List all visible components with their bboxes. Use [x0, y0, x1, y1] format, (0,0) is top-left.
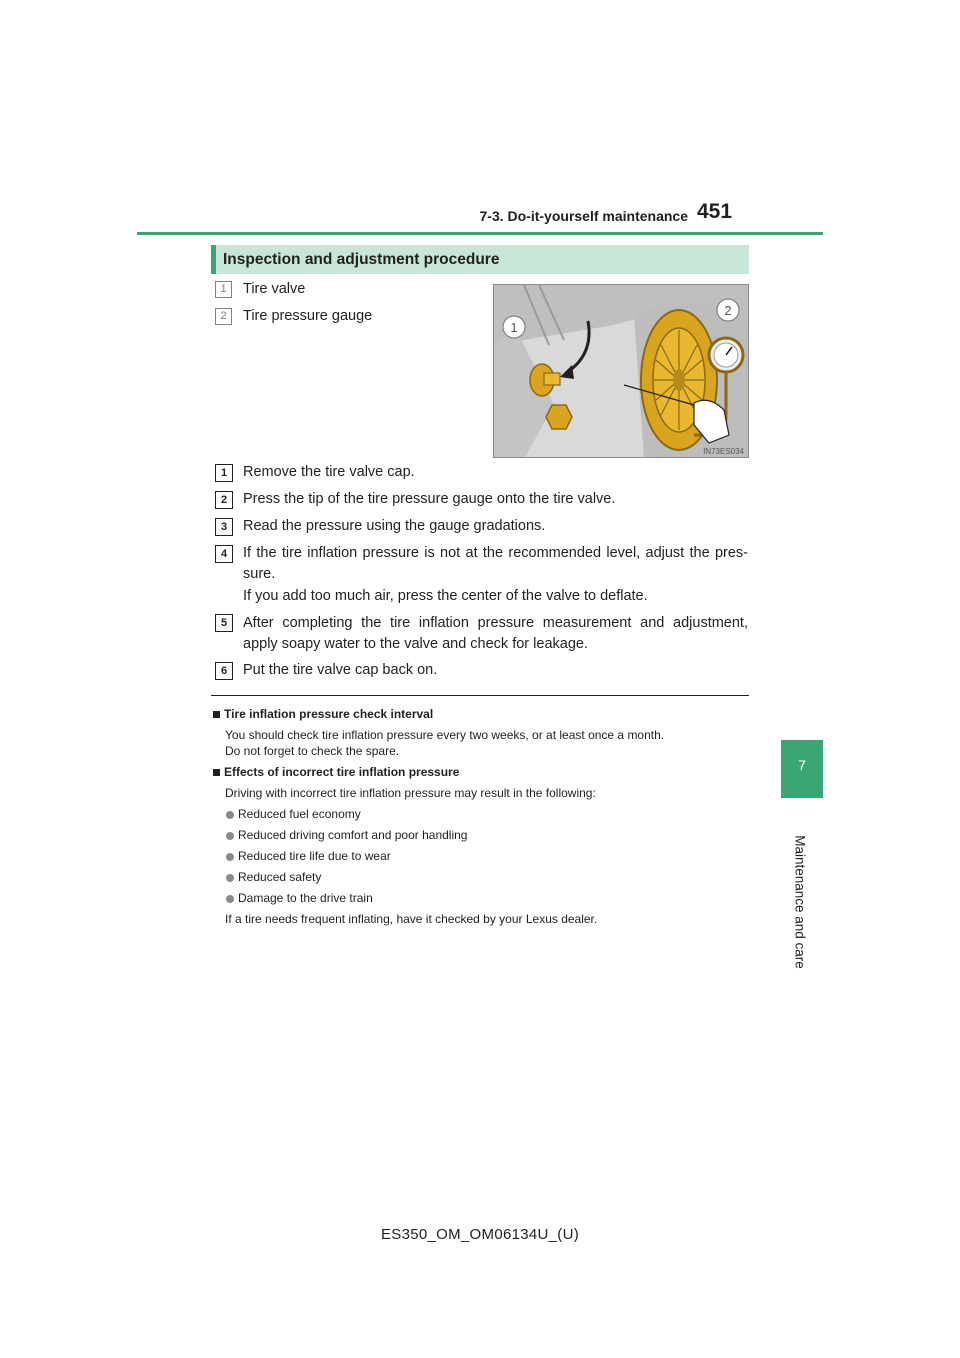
- step-number-2: 2: [215, 491, 233, 509]
- legend-number-1: 1: [215, 281, 232, 298]
- legend-text-2: Tire pressure gauge: [243, 308, 373, 324]
- effects-bullet-5: Damage to the drive train: [238, 891, 373, 905]
- note-interval-line-1: You should check tire inflation pressure every two weeks, or at least once a month.: [225, 728, 665, 742]
- note-square-icon: [213, 711, 220, 718]
- note-effects-closing: If a tire needs frequent inflating, have it checked by your Lexus dealer.: [225, 912, 598, 926]
- step-text-1: Remove the tire valve cap.: [243, 464, 415, 480]
- step-text-6: Put the tire valve cap back on.: [243, 662, 438, 678]
- illustration-svg: [494, 285, 749, 458]
- notes-divider: [211, 695, 749, 696]
- section-bar-accent: [211, 245, 216, 274]
- callout-1: 1: [510, 320, 518, 335]
- legend-text-1: Tire valve: [243, 281, 306, 297]
- tire-valve-illustration: [493, 284, 749, 458]
- effects-bullet-2: Reduced driving comfort and poor handling: [238, 828, 468, 842]
- step-number-1: 1: [215, 464, 233, 482]
- step-text-4: If the tire inflation pressure is not at the recommended level, adjust the pres-sure.: [243, 545, 748, 582]
- header-section-title: 7-3. Do-it-yourself maintenance: [479, 208, 688, 224]
- bullet-dot-icon: [226, 853, 234, 861]
- step-number-3: 3: [215, 518, 233, 536]
- step-number-4: 4: [215, 545, 233, 563]
- step-number-6: 6: [215, 662, 233, 680]
- step-number-5: 5: [215, 614, 233, 632]
- bullet-dot-icon: [226, 811, 234, 819]
- bullet-dot-icon: [226, 874, 234, 882]
- page-number: 451: [697, 200, 733, 223]
- bullet-dot-icon: [226, 895, 234, 903]
- step-text-5: After completing the tire inflation pressure measurement and adjustment, apply soapy water to the valve and check for leakage.: [243, 615, 748, 652]
- effects-bullet-3: Reduced tire life due to wear: [238, 849, 391, 863]
- callout-2: 2: [724, 303, 732, 318]
- header-rule: [137, 232, 823, 235]
- effects-bullet-4: Reduced safety: [238, 870, 322, 884]
- step-text-2: Press the tip of the tire pressure gauge onto the tire valve.: [243, 491, 616, 507]
- chapter-number: 7: [798, 757, 806, 773]
- effects-bullet-1: Reduced fuel economy: [238, 807, 361, 821]
- bullet-dot-icon: [226, 832, 234, 840]
- note-title-effects: Effects of incorrect tire inflation pressure: [224, 765, 460, 779]
- section-title: Inspection and adjustment procedure: [223, 251, 500, 268]
- step-text-4-extra: If you add too much air, press the center of the valve to deflate.: [243, 588, 648, 604]
- chapter-label: Maintenance and care: [792, 835, 808, 969]
- note-effects-intro: Driving with incorrect tire inflation pressure may result in the following:: [225, 786, 596, 800]
- figure-code: IN73ES034: [703, 447, 744, 456]
- note-title-interval: Tire inflation pressure check interval: [224, 707, 434, 721]
- legend-number-2: 2: [215, 308, 232, 325]
- document-code-footer: ES350_OM_OM06134U_(U): [380, 1226, 580, 1243]
- note-square-icon: [213, 769, 220, 776]
- step-text-3: Read the pressure using the gauge gradations.: [243, 518, 546, 534]
- note-interval-line-2: Do not forget to check the spare.: [225, 744, 400, 758]
